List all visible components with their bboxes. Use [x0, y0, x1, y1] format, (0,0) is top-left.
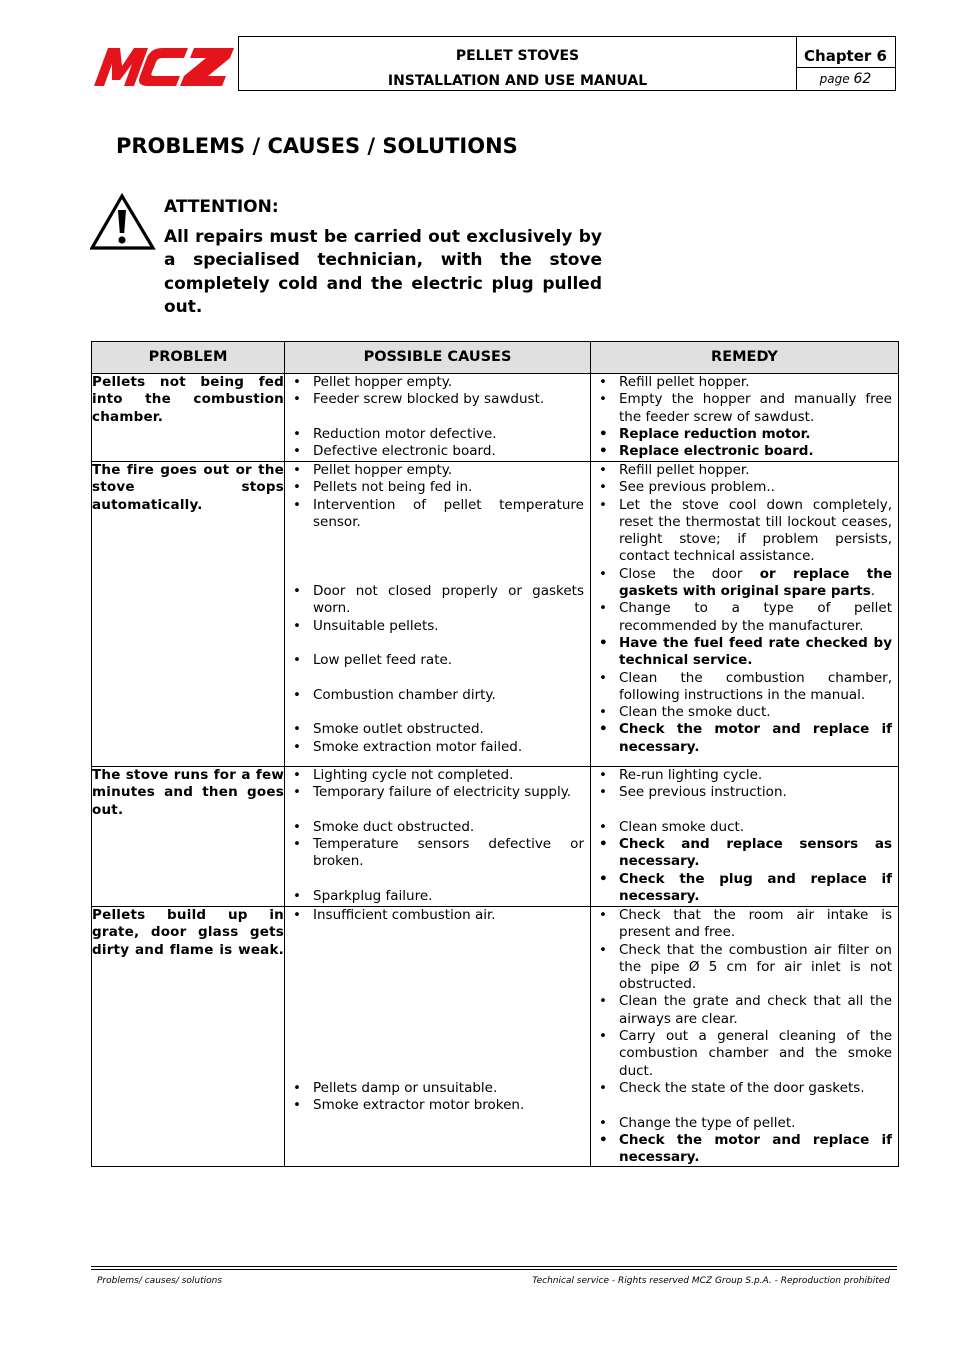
page-label: page	[819, 72, 850, 86]
footer-rule-2	[91, 1269, 897, 1270]
remedy-cell	[591, 767, 899, 907]
list-item-text: Sparkplug failure.	[313, 888, 433, 905]
list-item-text: Smoke duct obstructed.	[313, 818, 475, 835]
list-item-text: Pellet hopper empty.	[313, 374, 453, 390]
causes-cell	[285, 374, 591, 462]
table-row	[92, 907, 899, 1167]
list-item-text: Change the type of pellet.	[619, 1114, 796, 1131]
list-item-text: See previous problem..	[619, 479, 775, 496]
list-spacer	[285, 1063, 584, 1080]
list-item-text: Defective electronic board.	[313, 443, 496, 460]
list-item-text: Replace reduction motor.	[619, 425, 811, 442]
list-spacer	[285, 531, 584, 548]
list-item	[285, 426, 584, 443]
list-item	[285, 391, 584, 408]
chapter-label: Chapter 6	[796, 37, 895, 68]
header-line2: INSTALLATION AND USE MANUAL	[387, 73, 648, 89]
header-box	[238, 36, 896, 91]
problems-table	[91, 341, 899, 1167]
list-item-text: Refill pellet hopper.	[619, 462, 750, 478]
table-row	[92, 462, 899, 767]
header-title-cell	[239, 37, 797, 90]
attention-block	[164, 196, 602, 320]
list-item-bold-text: or replace the gaskets with original spare parts	[619, 565, 892, 600]
list-item	[591, 1080, 892, 1097]
footer-left: Problems/ causes/ solutions	[97, 1276, 223, 1286]
list-item-text: Check and replace sensors as necessary.	[619, 836, 892, 870]
list-item-text: Check the motor and replace if necessary.	[619, 1131, 892, 1166]
list-item-text: Unsuitable pellets.	[313, 617, 439, 634]
mcz-logo	[90, 44, 236, 88]
list-item	[591, 374, 892, 391]
remedy-cell	[591, 462, 899, 767]
list-spacer	[285, 871, 584, 888]
list-item	[285, 888, 584, 905]
list-item	[591, 479, 892, 496]
table-body	[92, 374, 899, 1167]
list-item-text: Lighting cycle not completed.	[313, 767, 514, 783]
list-item	[285, 462, 584, 479]
list-item-text: Check the motor and replace if necessary.	[619, 721, 892, 755]
list-item	[285, 1080, 584, 1097]
list-item-text: Re-run lighting cycle.	[619, 767, 763, 783]
list-item	[591, 462, 892, 479]
list-item-text: Clean the smoke duct.	[619, 704, 771, 721]
list-item-text: Reduction motor defective.	[313, 425, 497, 442]
list-item	[285, 479, 584, 496]
causes-cell	[285, 462, 591, 767]
list-item	[591, 497, 892, 566]
list-item-text: Replace electronic board.	[619, 443, 814, 460]
footer-right: Technical service - Rights reserved MCZ Group S.p.A. - Reproduction prohibited	[532, 1276, 890, 1286]
page-title: PROBLEMS / CAUSES / SOLUTIONS	[116, 134, 518, 158]
list-item-text: Carry out a general cleaning of the combustion chamber and the smoke duct.	[619, 1028, 892, 1079]
list-item-text: Door not closed properly or gaskets worn.	[313, 583, 584, 617]
list-item	[591, 871, 892, 906]
list-item	[591, 635, 892, 670]
column-header-causes: POSSIBLE CAUSES	[285, 342, 591, 374]
list-item-text: Pellet hopper empty.	[313, 462, 453, 478]
list-item	[285, 767, 584, 784]
list-spacer	[285, 635, 584, 652]
list-item	[591, 942, 892, 994]
list-item-text: Intervention of pellet temperature sensor.	[313, 496, 584, 530]
list-item-text: See previous instruction.	[619, 784, 787, 801]
list-item-text: Clean the grate and check that all the airways are clear.	[619, 993, 892, 1027]
list-spacer	[285, 1011, 584, 1028]
attention-text: All repairs must be carried out exclusively by a specialised technician, with the stove completely cold and the electric plug pulled out.	[164, 226, 602, 317]
table-row	[92, 767, 899, 907]
list-item-text: Empty the hopper and manually free the feeder screw of sawdust.	[619, 391, 892, 425]
list-item	[285, 583, 584, 618]
list-item	[285, 721, 584, 738]
list-item-text: Pellets not being fed in.	[313, 479, 473, 496]
list-item-text: Temperature sensors defective or broken.	[313, 836, 584, 870]
list-spacer	[591, 802, 892, 819]
list-item	[591, 767, 892, 784]
list-spacer	[285, 548, 584, 565]
table-row	[92, 374, 899, 462]
list-spacer	[285, 976, 584, 993]
header-line1: PELLET STOVES	[455, 48, 580, 64]
list-spacer	[285, 959, 584, 976]
list-item	[591, 1132, 892, 1167]
list-item	[591, 704, 892, 721]
list-item-text: Pellets damp or unsuitable.	[313, 1079, 498, 1096]
attention-heading: ATTENTION:	[164, 197, 279, 217]
list-spacer	[285, 670, 584, 687]
list-item	[285, 497, 584, 532]
list-item	[591, 836, 892, 871]
list-item	[591, 1028, 892, 1080]
list-item-text: Clean the combustion chamber, following instructions in the manual.	[619, 669, 892, 703]
list-spacer	[285, 924, 584, 941]
list-item	[591, 670, 892, 705]
causes-cell	[285, 767, 591, 907]
page-number-cell	[796, 68, 895, 90]
list-item	[285, 819, 584, 836]
list-item-suffix: .	[870, 583, 876, 600]
list-spacer	[285, 942, 584, 959]
list-item	[591, 721, 892, 756]
list-spacer	[285, 1045, 584, 1062]
list-item-text: Let the stove cool down completely, reset the thermostat till lockout ceases, relight stove; if problem persists, contact technical assistance.	[619, 496, 892, 565]
list-item	[591, 907, 892, 942]
list-item-text: Insufficient combustion air.	[313, 907, 496, 923]
list-item-text: Low pellet feed rate.	[313, 652, 453, 669]
list-item	[285, 618, 584, 635]
list-item	[591, 993, 892, 1028]
page-number: 62	[853, 71, 872, 87]
list-item-text: Combustion chamber dirty.	[313, 686, 496, 703]
list-item-text: Refill pellet hopper.	[619, 374, 750, 390]
remedy-cell	[591, 907, 899, 1167]
list-item-text: Smoke outlet obstructed.	[313, 721, 484, 738]
list-item	[591, 600, 892, 635]
list-item-text: Clean smoke duct.	[619, 818, 745, 835]
causes-cell	[285, 907, 591, 1167]
column-header-remedy: REMEDY	[591, 342, 899, 374]
list-item-text: Smoke extractor motor broken.	[313, 1097, 525, 1114]
list-spacer	[285, 1028, 584, 1045]
list-item-text: Check that the combustion air filter on the pipe Ø 5 cm for air inlet is not obstructed.	[619, 941, 892, 993]
footer-rule	[91, 1266, 897, 1267]
problem-cell: Pellets build up in grate, door glass gets dirty and flame is weak.	[92, 907, 285, 1167]
list-item	[285, 836, 584, 871]
list-item-text: Check the state of the door gaskets.	[619, 1079, 865, 1096]
list-item	[591, 426, 892, 443]
list-spacer	[285, 409, 584, 426]
list-item	[591, 784, 892, 801]
list-item	[591, 819, 892, 836]
list-item-text: Have the fuel feed rate checked by technical service.	[619, 634, 892, 669]
list-item-text: Check the plug and replace if necessary.	[619, 870, 892, 905]
list-item	[285, 907, 584, 924]
list-item	[285, 784, 584, 801]
list-spacer	[285, 704, 584, 721]
list-spacer	[591, 1097, 892, 1114]
problem-cell: The stove runs for a few minutes and then goes out.	[92, 767, 285, 907]
list-item	[285, 687, 584, 704]
list-item-text: Change to a type of pellet recommended by the manufacturer.	[619, 600, 892, 634]
list-item	[591, 1115, 892, 1132]
list-item-text: Check that the room air intake is present and free.	[619, 907, 892, 941]
column-header-problem: PROBLEM	[92, 342, 285, 374]
list-item-text: Temporary failure of electricity supply.	[313, 784, 572, 801]
problem-cell: The fire goes out or the stove stops automatically.	[92, 462, 285, 767]
list-item	[591, 566, 892, 601]
list-item	[591, 443, 892, 460]
list-item-text: Smoke extraction motor failed.	[313, 738, 523, 755]
list-spacer	[285, 993, 584, 1010]
list-item	[285, 374, 584, 391]
remedy-cell	[591, 374, 899, 462]
list-item	[285, 739, 584, 756]
table-header-row	[92, 342, 899, 374]
warning-icon	[90, 193, 156, 251]
list-item-text: Feeder screw blocked by sawdust.	[313, 391, 545, 408]
list-item	[285, 652, 584, 669]
list-item	[285, 1097, 584, 1114]
list-item	[285, 443, 584, 460]
problem-cell: Pellets not being fed into the combustion chamber.	[92, 374, 285, 462]
list-spacer	[285, 802, 584, 819]
list-spacer	[285, 566, 584, 583]
list-item-text: Close the door	[619, 565, 743, 582]
list-item	[591, 391, 892, 426]
